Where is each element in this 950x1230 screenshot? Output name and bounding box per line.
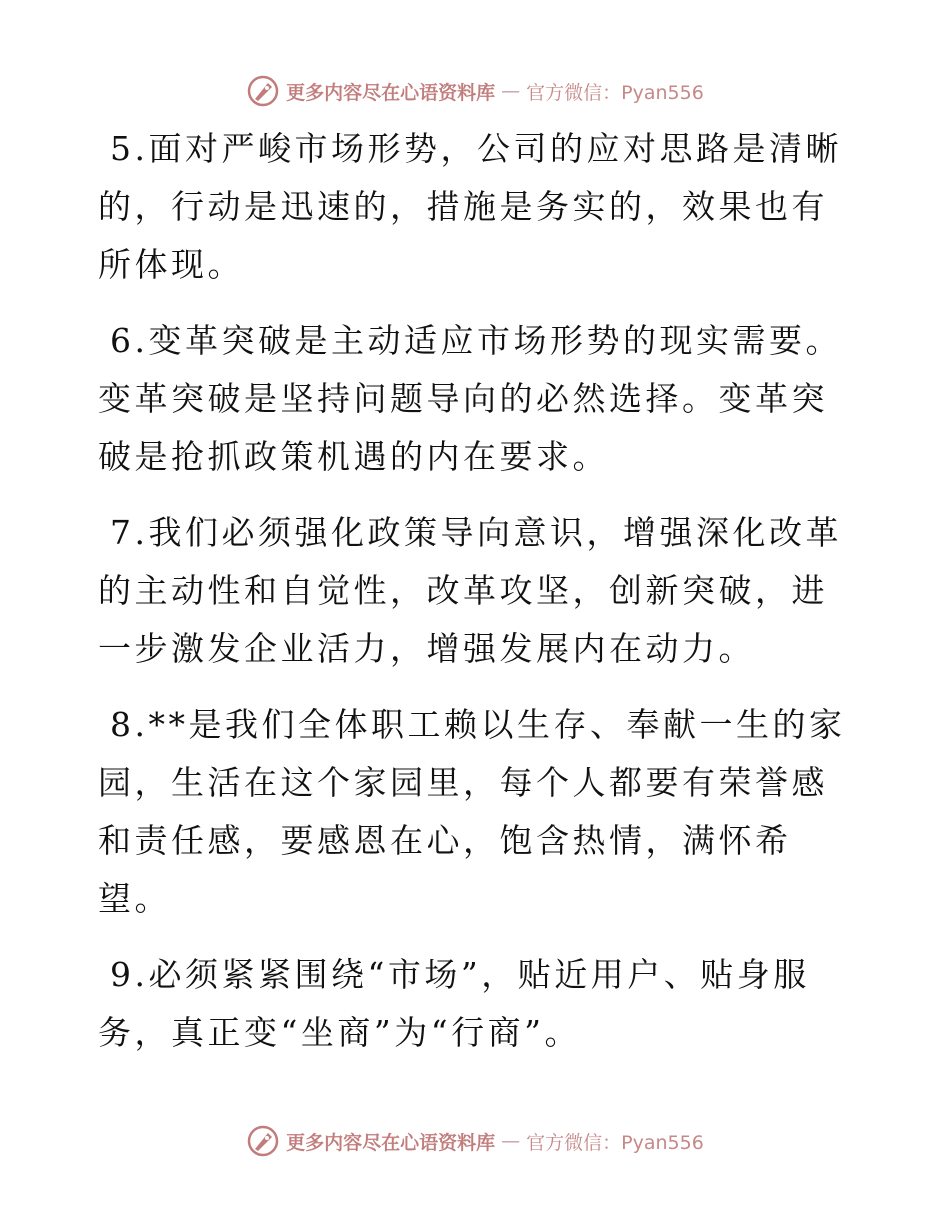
watermark-contact: 官方微信：Pyan556 [526, 1131, 704, 1154]
paragraph-5: 5.面对严峻市场形势，公司的应对思路是清晰的，行动是迅速的，措施是务实的，效果也有所体现。 [98, 129, 842, 284]
paragraph-8: 8.**是我们全体职工赖以生存、奉献一生的家园，生活在这个家园里，每个人都要有荣誉感和责任感，要感恩在心，饱含热情，满怀希望。 [98, 705, 846, 918]
watermark-main-text: 更多内容尽在心语资料库 [286, 1131, 496, 1154]
watermark-separator: — [501, 80, 521, 102]
header-watermark [0, 74, 950, 108]
document-body [98, 120, 858, 1080]
footer-watermark [0, 1124, 950, 1158]
paragraph-6: 6.变革突破是主动适应市场形势的现实需要。变革突破是坚持问题导向的必然选择。变革突破是抢抓政策机遇的内在要求。 [98, 321, 842, 476]
pen-nib-icon [246, 74, 280, 108]
pen-nib-icon [246, 1124, 280, 1158]
paragraph-9: 9.必须紧紧围绕“市场”，贴近用户、贴身服务，真正变“坐商”为“行商”。 [98, 955, 810, 1052]
watermark-main-text: 更多内容尽在心语资料库 [286, 81, 496, 104]
watermark-contact: 官方微信：Pyan556 [526, 81, 704, 104]
paragraph-7: 7.我们必须强化政策导向意识，增强深化改革的主动性和自觉性，改革攻坚，创新突破，进一步激发企业活力，增强发展内在动力。 [98, 513, 842, 668]
watermark-separator: — [501, 1130, 521, 1152]
